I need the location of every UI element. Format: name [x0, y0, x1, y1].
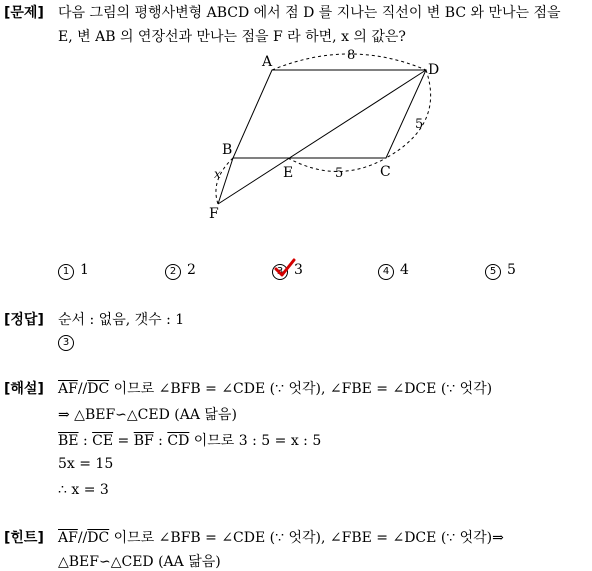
label-d: D	[428, 62, 440, 78]
choice-4[interactable]: 4 4	[378, 262, 409, 280]
choice-number-1: 1	[58, 264, 74, 280]
measure-bf: x	[214, 167, 221, 181]
problem-text-line1: 다음 그림의 평행사변형 ABCD 에서 점 D 를 지나는 직선이 변 BC 와 만나는 점을	[58, 5, 561, 21]
hint-tag: [힌트]	[4, 530, 44, 546]
problem-tag: [문제]	[4, 5, 44, 21]
choice-number-5: 5	[485, 264, 501, 280]
choice-number-3: 3	[272, 264, 288, 280]
answer-tag: [정답]	[4, 312, 44, 328]
parallelogram-abcd	[233, 70, 426, 158]
solution-tag: [해설]	[4, 381, 44, 397]
label-c: C	[380, 164, 391, 180]
measure-cd: 5	[415, 117, 424, 132]
label-f: F	[209, 206, 219, 222]
choice-number-2: 2	[165, 264, 181, 280]
answer-number: 3	[58, 335, 74, 351]
line-df	[218, 70, 426, 204]
answer-line1: 순서 : 없음, 갯수 : 1	[58, 312, 185, 328]
solution-line5: ∴ x = 3	[58, 482, 109, 498]
hint-line2: △BEF∽△CED (AA 닮음)	[58, 554, 221, 570]
solution-line1: $\overline{AF}//\overline{DC}$ 이므로 ∠BFB = ∠CDE (∵ 엇각), ∠FBE = ∠DCE (∵ 엇각)	[58, 381, 493, 397]
arc-cd	[386, 70, 431, 158]
choice-number-4: 4	[378, 264, 394, 280]
choice-1[interactable]: 1 1	[58, 262, 89, 280]
problem-text-line2: E, 변 AB 의 연장선과 만나는 점을 F 라 하면, x 의 값은?	[58, 29, 406, 45]
checkmark-icon	[274, 258, 296, 278]
label-a: A	[262, 54, 273, 70]
measure-ad: 8	[347, 48, 356, 63]
solution-line4: 5x = 15	[58, 456, 114, 472]
hint-line1: $\overline{AF}//\overline{DC}$ 이므로 ∠BFB = ∠CDE (∵ 엇각), ∠FBE = ∠DCE (∵ 엇각)⇒	[58, 530, 504, 546]
label-b: B	[222, 142, 233, 158]
solution-line3: $\overline{BE}$ : $\overline{CE} = \overline{BF}$ : $\overline{CD}$ 이므로 3 : 5 = x : 5	[58, 433, 322, 449]
solution-line2: ⇒ △BEF∽△CED (AA 닮음)	[58, 407, 237, 423]
choice-2[interactable]: 2 2	[165, 262, 196, 280]
label-e: E	[283, 165, 294, 181]
measure-ec: 5	[335, 166, 344, 181]
line-bf	[218, 158, 233, 204]
answer-line2	[58, 333, 80, 351]
choice-5[interactable]: 5 5	[485, 262, 516, 280]
choice-3[interactable]: 3 3	[272, 262, 303, 280]
